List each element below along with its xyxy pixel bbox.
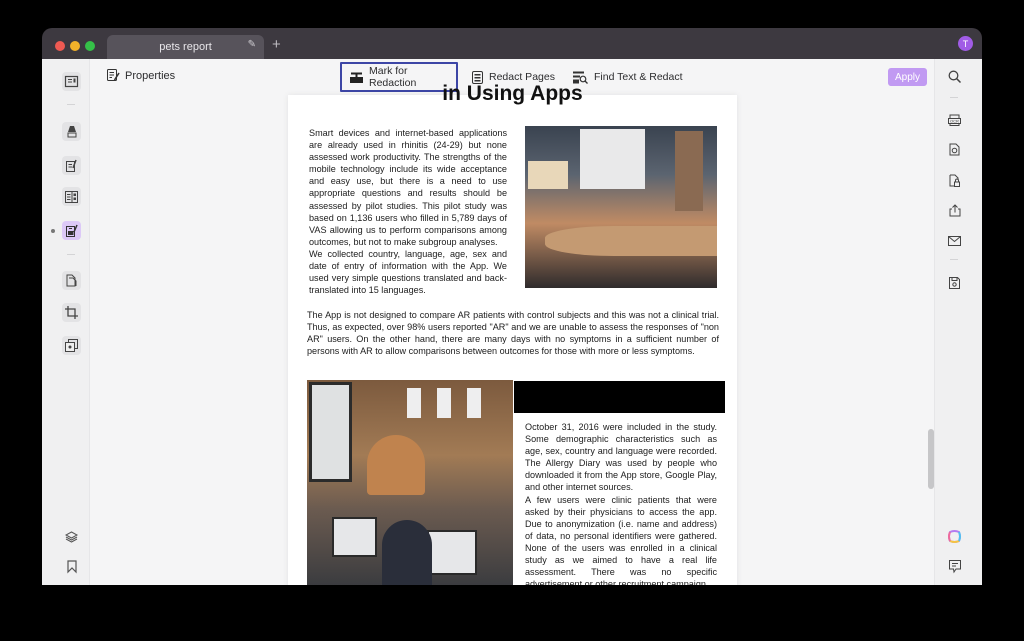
paragraph-3b-text: A few users were clinic patients that were asked by their physicians to access the app. Due to anonymization (i.e. name and address) of data, no personal identifiers were gathered. None of the users was enrolled in a clinical study as we aimed to have a real life assessment. There was no specific <box>525 494 717 578</box>
photo-lamp <box>467 388 481 418</box>
save-icon[interactable] <box>945 273 964 292</box>
sidebar-divider <box>67 254 75 255</box>
active-indicator-dot <box>51 229 55 233</box>
workspace <box>42 59 982 585</box>
paragraph-3 <box>525 421 717 590</box>
photo-window <box>580 129 645 189</box>
paragraph-1 <box>309 127 507 296</box>
mark-redaction-icon <box>350 72 363 83</box>
document-tab[interactable] <box>107 35 264 59</box>
photo-laptop <box>427 530 477 575</box>
apply-button[interactable]: Apply <box>888 68 927 86</box>
paragraph-1b-text: We collected country, language, age, sex and date of entry of information with the App. We used very simple questions translated and back-translated into 15 languages. <box>309 248 507 296</box>
share-icon[interactable] <box>945 201 964 220</box>
compare-icon[interactable] <box>62 336 81 355</box>
screen-background <box>0 585 1024 641</box>
sidebar-divider <box>950 97 958 98</box>
paragraph-2: The App is not designed to compare AR patients with control subjects and this was not a clinical trial. Thus, as expected, over 98% users reported "AR" and we are unable to assess the responses of "non AR" users. On the other hand, there are many days with no symptoms in a sufficient number of persons with AR to allow comparisons between outcomes for those with more or less symptoms. <box>307 310 719 357</box>
sidebar-divider <box>67 104 75 105</box>
email-icon[interactable] <box>945 231 964 250</box>
photo-lamp <box>407 388 421 418</box>
pdf-page <box>288 82 737 595</box>
photo-window <box>309 382 352 482</box>
photo-laptop <box>332 517 377 557</box>
redaction-box[interactable] <box>514 381 725 413</box>
mark-for-redaction-label: Mark for Redaction <box>369 65 417 89</box>
convert-pages-icon[interactable] <box>62 271 81 290</box>
right-sidebar <box>934 59 982 585</box>
svg-text:OCR: OCR <box>950 118 959 124</box>
new-tab-button[interactable]: + <box>272 36 281 53</box>
edit-text-icon[interactable] <box>62 156 81 175</box>
meeting-room-photo <box>525 126 717 288</box>
ai-assistant-icon[interactable] <box>945 527 964 546</box>
photo-table <box>545 226 717 256</box>
highlighter-icon[interactable] <box>62 122 81 141</box>
layers-icon[interactable] <box>62 527 81 546</box>
app-window <box>42 28 982 585</box>
properties-label: Properties <box>125 69 176 82</box>
photo-door <box>675 131 703 211</box>
close-window-button[interactable] <box>55 41 65 51</box>
ocr-icon[interactable] <box>945 110 964 129</box>
bookmark-icon[interactable] <box>62 557 81 576</box>
reader-icon[interactable] <box>62 72 81 91</box>
redact-tool-icon[interactable] <box>62 221 81 240</box>
left-sidebar <box>42 59 90 585</box>
page-heading: in Using Apps <box>442 82 583 105</box>
crop-icon[interactable] <box>62 303 81 322</box>
convert-icon[interactable] <box>945 140 964 159</box>
search-icon[interactable] <box>945 67 964 86</box>
photo-lamp <box>437 388 451 418</box>
find-text-redact-label: Find Text & Redact <box>594 71 683 83</box>
photo-person <box>367 435 425 495</box>
tab-title: pets report <box>159 41 212 53</box>
comment-icon[interactable] <box>945 557 964 576</box>
pencil-icon[interactable]: ✎ <box>247 39 256 50</box>
photo-person-back <box>382 520 432 595</box>
maximize-window-button[interactable] <box>85 41 95 51</box>
protect-icon[interactable] <box>945 171 964 190</box>
sidebar-divider <box>950 259 958 260</box>
coworking-team-photo <box>307 380 513 595</box>
properties-button[interactable] <box>107 69 175 82</box>
properties-icon <box>107 69 120 82</box>
redact-pages-label: Redact Pages <box>489 71 555 83</box>
photo-screen <box>528 161 568 189</box>
paragraph-1-text: Smart devices and internet-based applications are already used in rhinitis (24-29) but none assessed work productivity. The strengths of the mobile technology include its wide acceptance and easy use, but there is a need to use appropriate questions and results should be assessed by pilot studies. This pilot study was based on 1,136 users who filled in 5,789 days of VAS allowing us to perform comparisons among outcomes, but not to make subgroup analyses. <box>309 128 507 247</box>
organize-pages-icon[interactable] <box>62 187 81 206</box>
minimize-window-button[interactable] <box>70 41 80 51</box>
avatar[interactable]: T <box>958 36 973 51</box>
title-bar <box>42 28 982 59</box>
paragraph-3-text: October 31, 2016 were included in the study. Some demographic characteristics such as age, sex, country and language were recorded. The Allergy Diary was used by people who downloaded it from the App store, Google Play, and other internet sources. <box>525 422 717 493</box>
